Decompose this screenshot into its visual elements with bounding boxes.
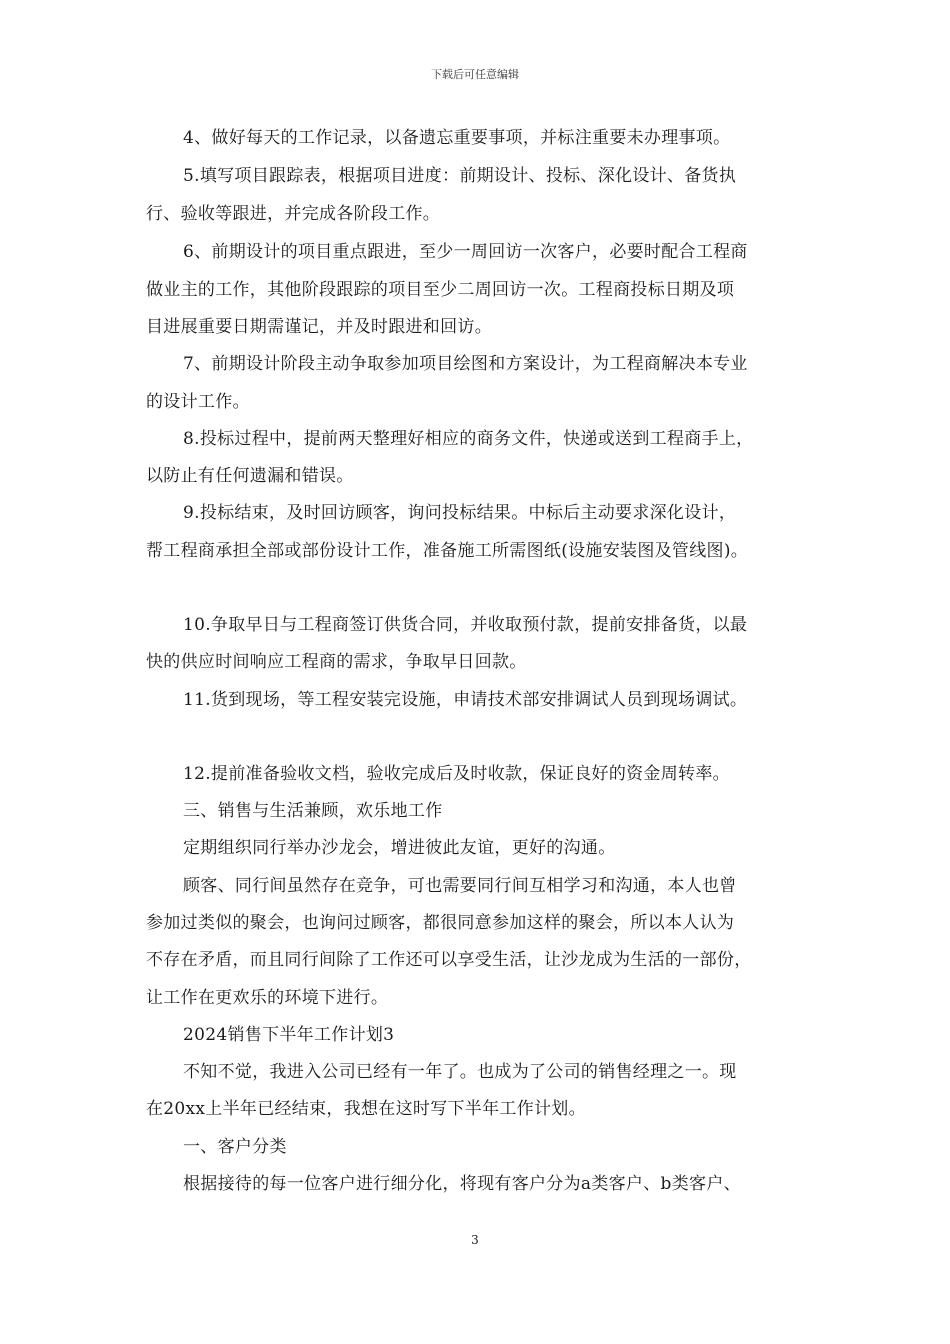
paragraph-line: 4、做好每天的工作记录，以备遗忘重要事项，并标注重要未办理事项。	[183, 128, 731, 148]
paragraph-line: 9.投标结束，及时回访顾客，询问投标结果。中标后主动要求深化设计，	[183, 503, 737, 523]
header-note: 下载后可任意编辑	[431, 68, 519, 81]
paragraph-line: 不存在矛盾，而且同行间除了工作还可以享受生活，让沙龙成为生活的一部份，	[146, 950, 752, 970]
page-number: 3	[471, 1233, 479, 1247]
paragraph-line: 的设计工作。	[146, 392, 250, 412]
paragraph-line: 以防止有任何遗漏和错误。	[146, 466, 354, 486]
paragraph-line: 12.提前准备验收文档，验收完成后及时收款，保证良好的资金周转率。	[183, 764, 730, 784]
paragraph-line: 不知不觉，我进入公司已经有一年了。也成为了公司的销售经理之一。现	[183, 1062, 737, 1082]
paragraph-line: 11.货到现场，等工程安装完设施，申请技术部安排调试人员到现场调试。	[183, 690, 748, 710]
paragraph-line: 定期组织同行举办沙龙会，增进彼此友谊，更好的沟通。	[183, 838, 616, 858]
paragraph-line: 参加过类似的聚会，也询问过顾客，都很同意参加这样的聚会，所以本人认为	[146, 913, 735, 933]
paragraph-line: 10.争取早日与工程商签订供货合同，并收取预付款，提前安排备货，以最	[183, 615, 748, 635]
paragraph-line: 快的供应时间响应工程商的需求，争取早日回款。	[146, 652, 527, 672]
section-heading: 一、客户分类	[183, 1137, 287, 1157]
paragraph-line: 5.填写项目跟踪表，根据项目进度：前期设计、投标、深化设计、备货执	[183, 166, 737, 186]
paragraph-line: 做业主的工作，其他阶段跟踪的项目至少二周回访一次。工程商投标日期及项	[146, 280, 735, 300]
section-heading: 三、销售与生活兼顾，欢乐地工作	[183, 801, 443, 821]
paragraph-line: 6、前期设计的项目重点跟进，至少一周回访一次客户，必要时配合工程商	[183, 242, 748, 262]
paragraph-line: 根据接待的每一位客户进行细分化，将现有客户分为a类客户、b类客户、	[183, 1174, 741, 1194]
paragraph-line: 在20xx上半年已经结束，我想在这时写下半年工作计划。	[146, 1099, 586, 1119]
paragraph-line: 顾客、同行间虽然存在竞争，可也需要同行间互相学习和沟通，本人也曾	[183, 876, 737, 896]
section-heading: 2024销售下半年工作计划3	[183, 1025, 395, 1045]
paragraph-line: 帮工程商承担全部或部份设计工作，准备施工所需图纸(设施安装图及管线图)。	[146, 541, 749, 561]
paragraph-line: 8.投标过程中，提前两天整理好相应的商务文件，快递或送到工程商手上，	[183, 429, 754, 449]
paragraph-line: 目进展重要日期需谨记，并及时跟进和回访。	[146, 317, 492, 337]
paragraph-line: 7、前期设计阶段主动争取参加项目绘图和方案设计，为工程商解决本专业	[183, 354, 748, 374]
paragraph-line: 行、验收等跟进，并完成各阶段工作。	[146, 204, 441, 224]
paragraph-line: 让工作在更欢乐的环境下进行。	[146, 988, 389, 1008]
